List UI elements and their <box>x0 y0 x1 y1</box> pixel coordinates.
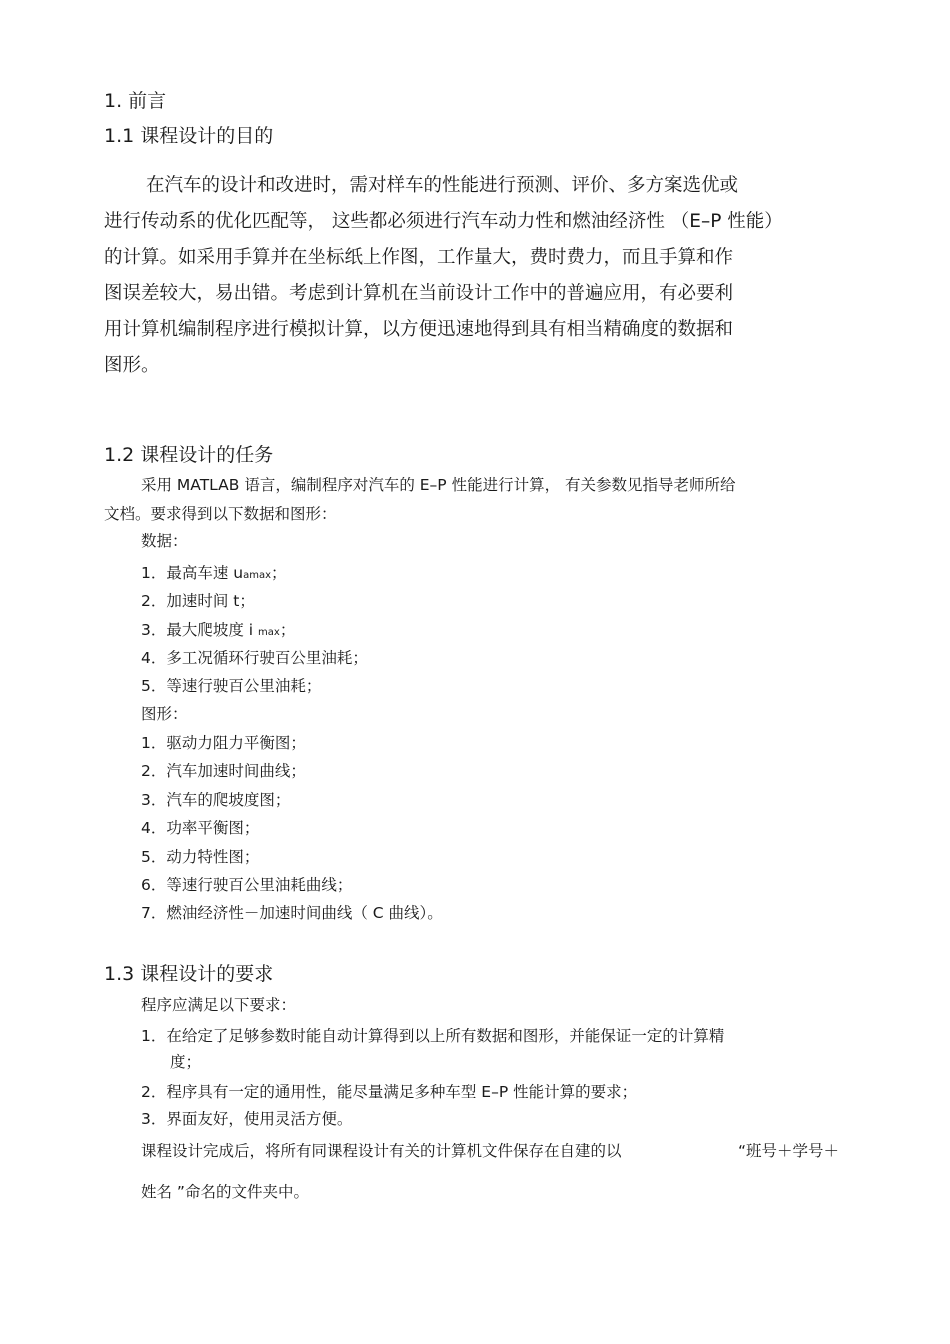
figure-label: 图形： <box>141 705 188 723</box>
section-heading-1-3: 1.3 课程设计的要求 <box>104 963 274 985</box>
closing-line-2: 姓名 ”命名的文件夹中。 <box>141 1183 309 1201</box>
data-item: 1．最高车速 uamax； <box>141 564 287 582</box>
requirement-item-continued: 度； <box>170 1053 202 1071</box>
paragraph-line: 进行传动系的优化匹配等， 这些都必须进行汽车动力性和燃油经济性 （E–P 性能） <box>104 211 783 232</box>
requirement-item: 1．在给定了足够参数时能自动计算得到以上所有数据和图形，并能保证一定的计算精 <box>141 1027 725 1045</box>
section-heading-1-2: 1.2 课程设计的任务 <box>104 444 274 466</box>
data-label: 数据： <box>141 532 188 550</box>
data-item: 3．最大爬坡度 i max； <box>141 621 296 639</box>
section-heading-1: 1. 前言 <box>104 90 167 112</box>
purpose-paragraph <box>104 168 874 384</box>
requirement-item: 2．程序具有一定的通用性，能尽量满足多种车型 E–P 性能计算的要求； <box>141 1083 638 1101</box>
paragraph-line: 在汽车的设计和改进时，需对样车的性能进行预测、评价、多方案选优或 <box>146 175 739 196</box>
figure-item: 3．汽车的爬坡度图； <box>141 791 291 809</box>
section-heading-1-1: 1.1 课程设计的目的 <box>104 125 274 147</box>
paragraph-line: 用计算机编制程序进行模拟计算，以方便迅速地得到具有相当精确度的数据和 <box>104 319 734 340</box>
figure-item: 6．等速行驶百公里油耗曲线； <box>141 876 353 894</box>
data-item: 4．多工况循环行驶百公里油耗； <box>141 649 368 667</box>
requirement-item: 3．界面友好，使用灵活方便。 <box>141 1110 353 1128</box>
closing-line-1-end: “班号＋学号＋ <box>738 1142 840 1160</box>
task-intro-line-1: 采用 MATLAB 语言，编制程序对汽车的 E–P 性能进行计算， 有关参数见指导老师所给 <box>141 476 736 494</box>
requirements-intro: 程序应满足以下要求： <box>141 996 297 1014</box>
paragraph-line: 的计算。如采用手算并在坐标纸上作图，工作量大，费时费力，而且手算和作 <box>104 247 734 268</box>
figure-item: 7．燃油经济性－加速时间曲线（ C 曲线）。 <box>141 904 443 922</box>
paragraph-line: 图形。 <box>104 355 160 376</box>
figure-item: 2．汽车加速时间曲线； <box>141 762 306 780</box>
task-intro-line-2: 文档。要求得到以下数据和图形： <box>104 505 337 523</box>
data-item: 2．加速时间 t； <box>141 592 255 610</box>
figure-item: 5．动力特性图； <box>141 848 260 866</box>
paragraph-line: 图误差较大，易出错。考虑到计算机在当前设计工作中的普遍应用，有必要利 <box>104 283 734 304</box>
closing-line-1: 课程设计完成后，将所有同课程设计有关的计算机文件保存在自建的以 <box>141 1142 622 1160</box>
figure-item: 1．驱动力阻力平衡图； <box>141 734 306 752</box>
data-item: 5．等速行驶百公里油耗； <box>141 677 322 695</box>
figure-item: 4．功率平衡图； <box>141 819 260 837</box>
